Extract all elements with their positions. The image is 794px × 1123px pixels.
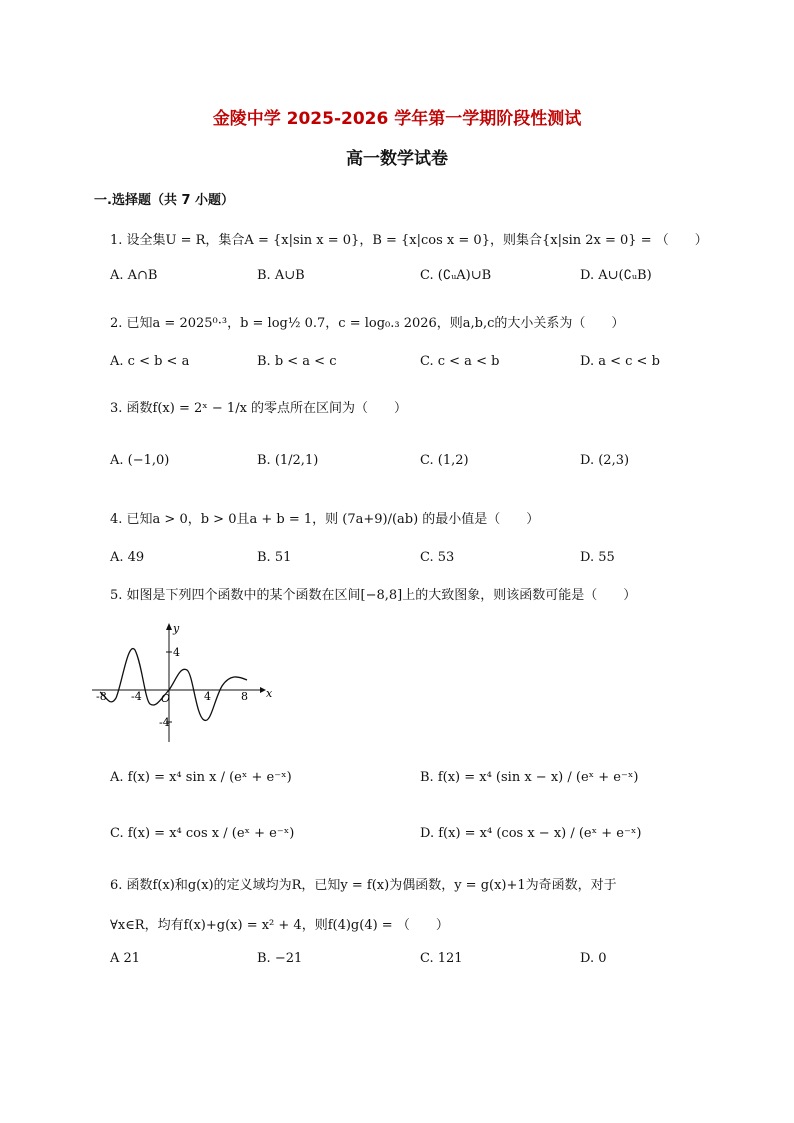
- x-label-neg8: -8: [96, 690, 107, 703]
- q5-option-a: A. f(x) = x⁴ sin x / (eˣ + e⁻ˣ): [110, 770, 292, 785]
- q2-option-a: A. c < b < a: [110, 354, 190, 369]
- y-axis-label: y: [173, 622, 180, 635]
- question-6-cont: ∀x∈R，均有f(x)+g(x) = x² + 4，则f(4)g(4) = （ ）: [110, 918, 449, 933]
- x-axis-label: x: [266, 687, 273, 700]
- question-2: 2. 已知a = 2025⁰·³，b = log½ 0.7，c = log₀.₃ 2026，则a,b,c的大小关系为（ ）: [110, 316, 625, 331]
- q3-option-b: B. (1/2,1): [257, 453, 319, 468]
- question-3: 3. 函数f(x) = 2ˣ − 1/x 的零点所在区间为（ ）: [110, 401, 408, 416]
- q3-option-d: D. (2,3): [580, 453, 630, 468]
- question-4: 4. 已知a > 0，b > 0且a + b = 1，则 (7a+9)/(ab) 的最小值是（ ）: [110, 512, 540, 527]
- question-5: 5. 如图是下列四个函数中的某个函数在区间[−8,8]上的大致图象，则该函数可能是（ ）: [110, 588, 637, 603]
- q5-option-c: C. f(x) = x⁴ cos x / (eˣ + e⁻ˣ): [110, 826, 295, 841]
- exam-subtitle: 高一数学试卷: [346, 149, 448, 169]
- q2-option-b: B. b < a < c: [257, 354, 337, 369]
- y-label-neg4: -4: [159, 716, 170, 729]
- q1-option-c: C. (∁ᵤA)∪B: [420, 268, 492, 283]
- q1-option-d: D. A∪(∁ᵤB): [580, 268, 652, 283]
- q1-option-a: A. A∩B: [110, 268, 158, 283]
- exam-title: 金陵中学 2025-2026 学年第一学期阶段性测试: [212, 109, 582, 129]
- y-label-4: 4: [173, 646, 180, 659]
- q3-option-c: C. (1,2): [420, 453, 469, 468]
- q2-option-d: D. a < c < b: [580, 354, 660, 369]
- q5-option-b: B. f(x) = x⁴ (sin x − x) / (eˣ + e⁻ˣ): [420, 770, 639, 785]
- curve: [100, 649, 247, 721]
- q6-option-d: D. 0: [580, 951, 607, 966]
- function-graph: [90, 620, 280, 745]
- q4-option-d: D. 55: [580, 550, 615, 565]
- origin-label: O: [161, 692, 171, 705]
- x-label-8: 8: [241, 690, 248, 703]
- x-label-4: 4: [204, 690, 211, 703]
- q5-option-d: D. f(x) = x⁴ (cos x − x) / (eˣ + e⁻ˣ): [420, 826, 642, 841]
- question-6: 6. 函数f(x)和g(x)的定义域均为R，已知y = f(x)为偶函数，y = g(x)+1为奇函数，对于: [110, 878, 617, 893]
- section-heading: 一.选择题（共 7 小题）: [94, 193, 235, 208]
- q2-option-c: C. c < a < b: [420, 354, 500, 369]
- q6-option-a: A 21: [110, 951, 141, 966]
- q4-option-c: C. 53: [420, 550, 455, 565]
- q6-option-b: B. −21: [257, 951, 303, 966]
- x-label-neg4: -4: [131, 690, 142, 703]
- q1-option-b: B. A∪B: [257, 268, 305, 283]
- q6-option-c: C. 121: [420, 951, 463, 966]
- y-axis-arrow: [166, 623, 172, 630]
- q4-option-b: B. 51: [257, 550, 292, 565]
- q4-option-a: A. 49: [110, 550, 145, 565]
- question-1: 1. 设全集U = R，集合A = {x|sin x = 0}，B = {x|cos x = 0}，则集合{x|sin 2x = 0} = （ ）: [110, 233, 708, 248]
- q3-option-a: A. (−1,0): [110, 453, 170, 468]
